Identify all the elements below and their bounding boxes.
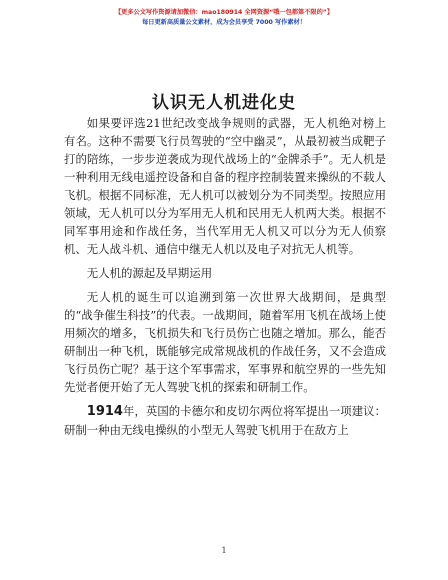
paragraph-origin: 无人机的诞生可以追溯到第一次世界大战期间，是典型的“战争催生科技”的代表。一战期间，随着军用飞机在战场上使用频次的增多，飞机损失和飞行员伤亡也随之增加。那么，能否研制出一种飞机，既能够完成常规战机的作战任务，又不会造成飞行员伤亡呢？基于这个军事需求，军事界和航空界的一些先知先觉者便开始了无人驾驶飞机的探索和研制工作。: [64, 290, 386, 394]
document-title: 认识无人机进化史: [152, 93, 296, 113]
section-heading: 无人机的源起及早期运用: [86, 266, 213, 280]
paragraph-intro: 如果要评选21世纪改变战争规则的武器，无人机绝对榜上有名。这种不需要飞行员驾驶的“空中幽灵”，从最初被当成靶子打的陪练，一步步逆袭成为现代战场上的“金牌杀手”。无人机是一种利用无线电遥控设备和自备的程序控制装置来操纵的不载人飞机。根据不同标准，无人机可以被划分为不同类型。按照应用领域，无人机可以分为军用无人机和民用无人机两大类。根据不同军事用途和作战任务，当代军用无人机又可以分为无人侦察机、无人战斗机、通信中继无人机以及电子对抗无人机等。: [64, 116, 386, 256]
page-number: 1: [221, 546, 227, 555]
promo-banner: [0, 8, 448, 28]
banner-line-1: 【更多公文写作资源请加微信：mao180914 全网资源“哦一包都第不限的”】: [114, 9, 334, 16]
paragraph-1914-text: 年，英国的卡德尔和皮切尔两位将军提出一项建议：研制一种由无线电操纵的小型无人驾驶飞机用于在敌方上: [64, 404, 386, 437]
paragraph-1914: [64, 402, 386, 439]
banner-line-2: 每日更新高质量公文素材，成为会员享受 7000 写作素材！: [142, 19, 306, 26]
year-1914: 1914: [86, 404, 123, 419]
document-body: [64, 114, 386, 439]
